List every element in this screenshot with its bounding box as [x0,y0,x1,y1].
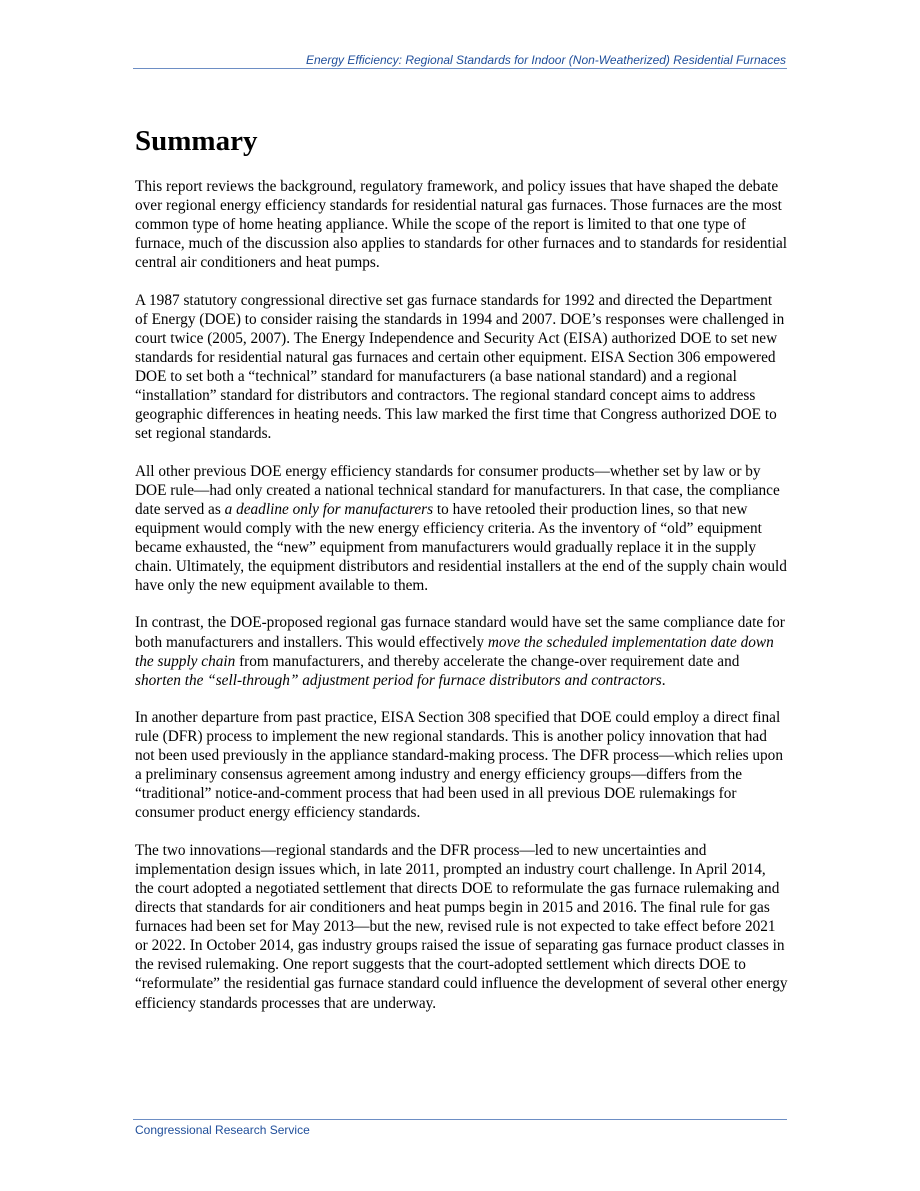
paragraph-4-text-b: from manufacturers, and thereby accelerate the change-over requirement date and [235,652,740,670]
paragraph-1: This report reviews the background, regulatory framework, and policy issues that have shaped the debate over regional energy efficiency standards for residential natural gas furnaces. Those furnaces are the most common type of home heating appliance. While the scope of the report is limited to that one type of furnace, much of the discussion also applies to standards for other furnaces and to standards for residential central air conditioners and heat pumps. [135,178,788,272]
paragraph-5: In another departure from past practice, EISA Section 308 specified that DOE could employ a direct final rule (DFR) process to implement the new regional standards. This is another policy innovation that had not been used previously in the appliance standard-making process. The DFR process—which relies upon a preliminary consensus agreement among industry and energy efficiency groups—differs from the “traditional” notice-and-comment process that had been used in all previous DOE rulemakings for consumer product energy efficiency standards. [135,709,783,822]
paragraph-4-emphasis-1: move the scheduled implementation date down the supply chain [135,633,774,670]
header-divider [133,68,787,69]
paragraph-4 [135,613,788,689]
paragraph-4-text-c: . [661,671,666,689]
footer-divider [133,1119,787,1120]
paragraph-3-text-b: to have retooled their production lines, so that new equipment would comply with the new energy efficiency criteria. As the inventory of “old” equipment became exhausted, the “new” equipment from manufacturers would gradually replace it in the supply chain. Ultimately, the equipment distributors and residential installers at the end of the supply chain would have only the new equipment available to them. [135,500,787,595]
paragraph-4-emphasis-2: shorten the “sell-through” adjustment period for furnace distributors and contractors [135,671,662,689]
paragraph-2: A 1987 statutory congressional directive set gas furnace standards for 1992 and directed the Department of Energy (DOE) to consider raising the standards in 1994 and 2007. DOE’s responses were challenged in court twice (2005, 2007). The Energy Independence and Security Act (EISA) authorized DOE to set new standards for residential natural gas furnaces and certain other equipment. EISA Section 306 empowered DOE to set both a “technical” standard for manufacturers (a base national standard) and a regional “installation” standard for distributors and contractors. The regional standard concept aims to address geographic differences in heating needs. This law marked the first time that Congress authorized DOE to set regional standards. [135,291,785,443]
page-title: Summary [135,125,258,157]
paragraph-3-emphasis: a deadline only for manufacturers [224,500,434,518]
paragraph-4-text-a: In contrast, the DOE-proposed regional gas furnace standard would have set the same compliance date for both manufacturers and installers. This would effectively [135,614,785,651]
summary-body [135,177,788,1031]
footer-source: Congressional Research Service [135,1123,310,1137]
paragraph-6: The two innovations—regional standards and the DFR process—led to new uncertainties and implementation design issues which, in late 2011, prompted an industry court challenge. In April 2014, the court adopted a negotiated settlement that directs DOE to reformulate the gas furnace rulemaking and directs that standards for air conditioners and heat pumps begin in 2015 and 2016. The final rule for gas furnaces had been set for May 2013—but the new, revised rule is not expected to take effect before 2021 or 2022. In October 2014, gas industry groups raised the issue of separating gas furnace product classes in the revised rulemaking. One report suggests that the court-adopted settlement which directs DOE to “reformulate” the residential gas furnace standard could influence the development of several other energy efficiency standards processes that are underway. [135,841,788,1012]
running-header: Energy Efficiency: Regional Standards for Indoor (Non-Weatherized) Residential Furnaces [305,53,786,67]
paragraph-3 [135,462,788,596]
paragraph-3-text-a: All other previous DOE energy efficiency standards for consumer products—whether set by law or by DOE rule—had only created a national technical standard for manufacturers. In that case, the compliance date served as [135,462,780,518]
